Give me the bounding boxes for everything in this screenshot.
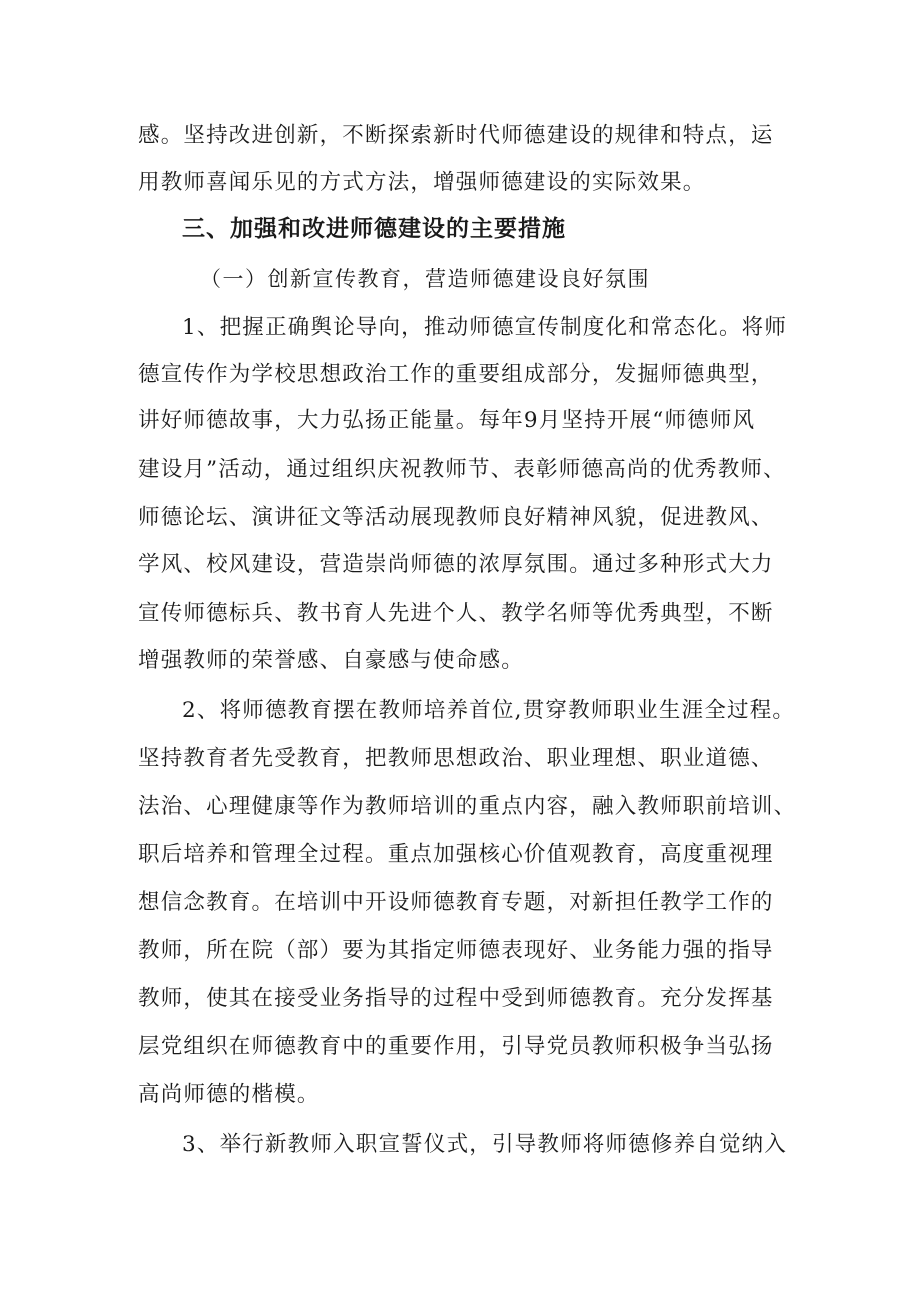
paragraph-1-line: 宣传师德标兵、教书育人先进个人、教学名师等优秀典型，不断 [138, 601, 774, 626]
subsection-heading: （一）创新宣传教育，营造师德建设良好氛围 [200, 267, 650, 291]
paragraph-1-line: 建设月”活动，通过组织庆祝教师节、表彰师德高尚的优秀教师、 [138, 457, 786, 482]
section-heading: 三、加强和改进师德建设的主要措施 [182, 216, 566, 242]
paragraph-1-line: 德宣传作为学校思想政治工作的重要组成部分，发掘师德典型， [138, 362, 774, 387]
paragraph-2-line: 职后培养和管理全过程。重点加强核心价值观教育，高度重视理 [138, 842, 774, 867]
paragraph-1-line: 讲好师德故事，大力弘扬正能量。每年9月坚持开展“师德师风 [138, 408, 756, 433]
paragraph-2-line: 想信念教育。在培训中开设师德教育专题，对新担任教学工作的 [138, 890, 774, 915]
text-line: 用教师喜闻乐见的方式方法，增强师德建设的实际效果。 [138, 170, 706, 195]
paragraph-2-line: 高尚师德的楷模。 [138, 1082, 320, 1107]
paragraph-1-line: 师德论坛、演讲征文等活动展现教师良好精神风貌，促进教风、 [138, 505, 774, 530]
paragraph-2-line: 教师，所在院（部）要为其指定师德表现好、业务能力强的指导 [138, 938, 774, 963]
paragraph-1-line: 1、把握正确舆论导向，推动师德宣传制度化和常态化。将师 [182, 315, 788, 340]
paragraph-2-line: 坚持教育者先受教育，把教师思想政治、职业理想、职业道德、 [138, 746, 774, 771]
paragraph-1-line: 增强教师的荣誉感、自豪感与使命感。 [138, 648, 524, 673]
paragraph-2-line: 法治、心理健康等作为教师培训的重点内容，融入教师职前培训、 [138, 794, 797, 819]
paragraph-2-line: 层党组织在师德教育中的重要作用，引导党员教师积极争当弘扬 [138, 1034, 774, 1059]
paragraph-2-line: 2、将师德教育摆在教师培养首位,贯穿教师职业生涯全过程。 [182, 698, 796, 723]
text-line: 感。坚持改进创新，不断探索新时代师德建设的规律和特点，运 [138, 123, 774, 148]
paragraph-1-line: 学风、校风建设，营造崇尚师德的浓厚氛围。通过多种形式大力 [138, 552, 774, 577]
paragraph-2-line: 教师，使其在接受业务指导的过程中受到师德教育。充分发挥基 [138, 986, 774, 1011]
paragraph-3-line: 3、举行新教师入职宣誓仪式，引导教师将师德修养自觉纳入 [182, 1132, 788, 1157]
